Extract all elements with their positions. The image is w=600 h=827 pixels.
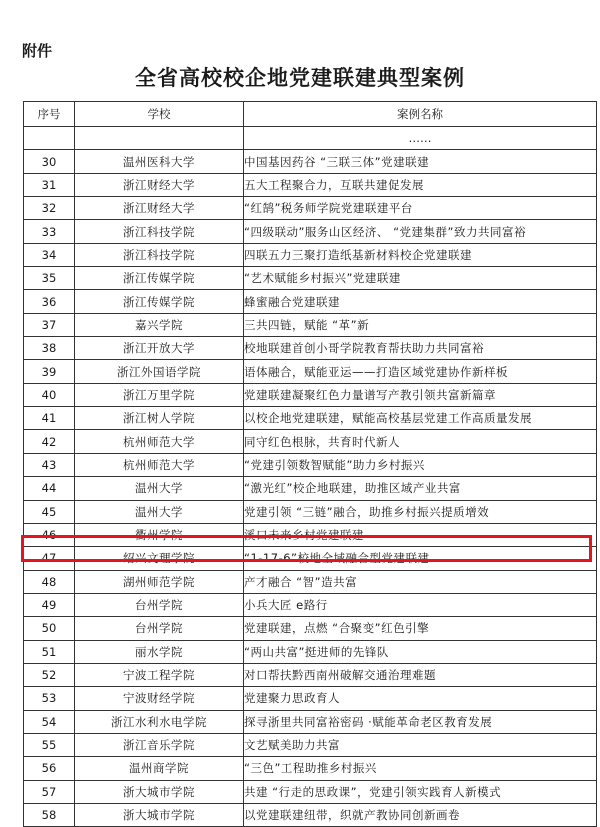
row-school: 浙江开放大学	[75, 337, 244, 360]
table-row	[24, 313, 597, 336]
table-row	[24, 570, 597, 593]
table-header-row	[24, 102, 597, 127]
row-case-name: 产才融合 “智”造共富	[244, 570, 597, 593]
row-case-name: 以校企地党建联建，赋能高校基层党建工作高质量发展	[244, 407, 597, 430]
row-case-name: “党建引领数智赋能”助力乡村振兴	[244, 453, 597, 476]
row-case-name: 以党建联建纽带，织就产教协同创新画卷	[244, 803, 597, 826]
row-school: 浙大城市学院	[75, 803, 244, 826]
row-case-name: 对口帮扶黔西南州破解交通治理难题	[244, 663, 597, 686]
row-case-name: “艺术赋能乡村振兴”党建联建	[244, 267, 597, 290]
row-school: 台州学院	[75, 617, 244, 640]
row-number: 43	[24, 453, 75, 476]
row-school: 台州学院	[75, 593, 244, 616]
row-school: 浙江科技学院	[75, 220, 244, 243]
row-case-name: 共建 “行走的思政课”，党建引领实践育人新模式	[244, 780, 597, 803]
table-row	[24, 383, 597, 406]
row-case-name: 中国基因药谷 “三联三体”党建联建	[244, 150, 597, 173]
row-school: 温州商学院	[75, 757, 244, 780]
row-number: 41	[24, 407, 75, 430]
row-school: 浙江科技学院	[75, 243, 244, 266]
row-school: 嘉兴学院	[75, 313, 244, 336]
row-number: 52	[24, 663, 75, 686]
row-school: 丽水学院	[75, 640, 244, 663]
row-school: 宁波工程学院	[75, 663, 244, 686]
table-row	[24, 220, 597, 243]
table-row	[24, 757, 597, 780]
row-school: 衢州学院	[75, 523, 244, 546]
row-case-name: 党建聚力思政育人	[244, 687, 597, 710]
row-case-name: 探寻浙里共同富裕密码 ·赋能革命老区教育发展	[244, 710, 597, 733]
row-school: 浙江外国语学院	[75, 360, 244, 383]
row-case-name: 三共四链，赋能 “革”新	[244, 313, 597, 336]
table-row	[24, 500, 597, 523]
cases-table	[23, 101, 597, 827]
row-number: 53	[24, 687, 75, 710]
row-number: 31	[24, 173, 75, 196]
table-row	[24, 663, 597, 686]
row-case-name: 蜂蜜融合党建联建	[244, 290, 597, 313]
row-number: 50	[24, 617, 75, 640]
attachment-label: 附件	[22, 42, 53, 60]
row-school: 浙大城市学院	[75, 780, 244, 803]
row-case-name: 校地联建首创小哥学院教育帮扶助力共同富裕	[244, 337, 597, 360]
table-row	[24, 617, 597, 640]
row-case-name: 四联五力三聚打造纸基新材料校企党建联建	[244, 243, 597, 266]
ellipsis-row	[24, 127, 597, 150]
row-case-name: “红鹄”税务师学院党建联建平台	[244, 197, 597, 220]
table-row	[24, 267, 597, 290]
row-case-name: “两山共富”挺进师的先锋队	[244, 640, 597, 663]
table-row	[24, 710, 597, 733]
table-row	[24, 803, 597, 826]
row-school: 温州医科大学	[75, 150, 244, 173]
table-row	[24, 360, 597, 383]
row-number: 55	[24, 733, 75, 756]
row-case-name: “1-17-6”校地全域融合型党建联建	[244, 547, 597, 570]
row-number: 45	[24, 500, 75, 523]
row-number: 57	[24, 780, 75, 803]
column-header-case: 案例名称	[244, 102, 597, 127]
row-number: 49	[24, 593, 75, 616]
row-number: 34	[24, 243, 75, 266]
table-row	[24, 290, 597, 313]
row-case-name: 五大工程聚合力，互联共建促发展	[244, 173, 597, 196]
table-row	[24, 173, 597, 196]
table-row	[24, 593, 597, 616]
row-number: 58	[24, 803, 75, 826]
table-row	[24, 477, 597, 500]
row-number: 56	[24, 757, 75, 780]
row-school: 温州大学	[75, 477, 244, 500]
row-school: 宁波财经学院	[75, 687, 244, 710]
table-body	[24, 127, 597, 827]
row-school: 浙江传媒学院	[75, 267, 244, 290]
row-case-name: “四级联动”服务山区经济、 “党建集群”致力共同富裕	[244, 220, 597, 243]
row-school: 浙江财经大学	[75, 197, 244, 220]
row-school: 杭州师范大学	[75, 453, 244, 476]
row-number: 48	[24, 570, 75, 593]
row-number: 32	[24, 197, 75, 220]
row-number: 36	[24, 290, 75, 313]
table-row	[24, 430, 597, 453]
table-row	[24, 243, 597, 266]
table-row	[24, 547, 597, 570]
table-row	[24, 453, 597, 476]
table-row	[24, 733, 597, 756]
row-number: 30	[24, 150, 75, 173]
row-school: 浙江水利水电学院	[75, 710, 244, 733]
table-row	[24, 687, 597, 710]
row-school: 浙江传媒学院	[75, 290, 244, 313]
ellipsis-cell-school	[75, 127, 244, 150]
row-school: 浙江财经大学	[75, 173, 244, 196]
row-case-name: 同守红色根脉，共育时代新人	[244, 430, 597, 453]
row-number: 47	[24, 547, 75, 570]
ellipsis-cell-num	[24, 127, 75, 150]
row-school: 湖州师范学院	[75, 570, 244, 593]
table-row	[24, 407, 597, 430]
row-number: 33	[24, 220, 75, 243]
row-school: 杭州师范大学	[75, 430, 244, 453]
row-number: 39	[24, 360, 75, 383]
row-case-name: 党建引领 “三链”融合，助推乡村振兴提质增效	[244, 500, 597, 523]
row-number: 44	[24, 477, 75, 500]
document-title: 全省高校校企地党建联建典型案例	[135, 66, 465, 90]
row-school: 绍兴文理学院	[75, 547, 244, 570]
row-number: 38	[24, 337, 75, 360]
table-row	[24, 197, 597, 220]
row-number: 46	[24, 523, 75, 546]
row-case-name: 溪口未来乡村党建联建	[244, 523, 597, 546]
row-number: 54	[24, 710, 75, 733]
row-school: 浙江树人学院	[75, 407, 244, 430]
row-case-name: 党建联建凝聚红色力量谱写产教引领共富新篇章	[244, 383, 597, 406]
row-number: 37	[24, 313, 75, 336]
row-case-name: “三色”工程助推乡村振兴	[244, 757, 597, 780]
table-row	[24, 150, 597, 173]
row-number: 51	[24, 640, 75, 663]
row-number: 35	[24, 267, 75, 290]
table-row	[24, 780, 597, 803]
row-case-name: 文艺赋美助力共富	[244, 733, 597, 756]
column-header-num: 序号	[24, 102, 75, 127]
ellipsis-cell: ……	[244, 127, 597, 150]
row-school: 温州大学	[75, 500, 244, 523]
row-case-name: 语体融合，赋能亚运——打造区域党建协作新样板	[244, 360, 597, 383]
table-row	[24, 523, 597, 546]
row-school: 浙江音乐学院	[75, 733, 244, 756]
row-number: 40	[24, 383, 75, 406]
table-row	[24, 640, 597, 663]
row-case-name: 小兵大匠 e路行	[244, 593, 597, 616]
row-case-name: “激光红”校企地联建，助推区域产业共富	[244, 477, 597, 500]
column-header-school: 学校	[75, 102, 244, 127]
table-row	[24, 337, 597, 360]
row-school: 浙江万里学院	[75, 383, 244, 406]
row-number: 42	[24, 430, 75, 453]
row-case-name: 党建联建，点燃 “合聚变”红色引擎	[244, 617, 597, 640]
